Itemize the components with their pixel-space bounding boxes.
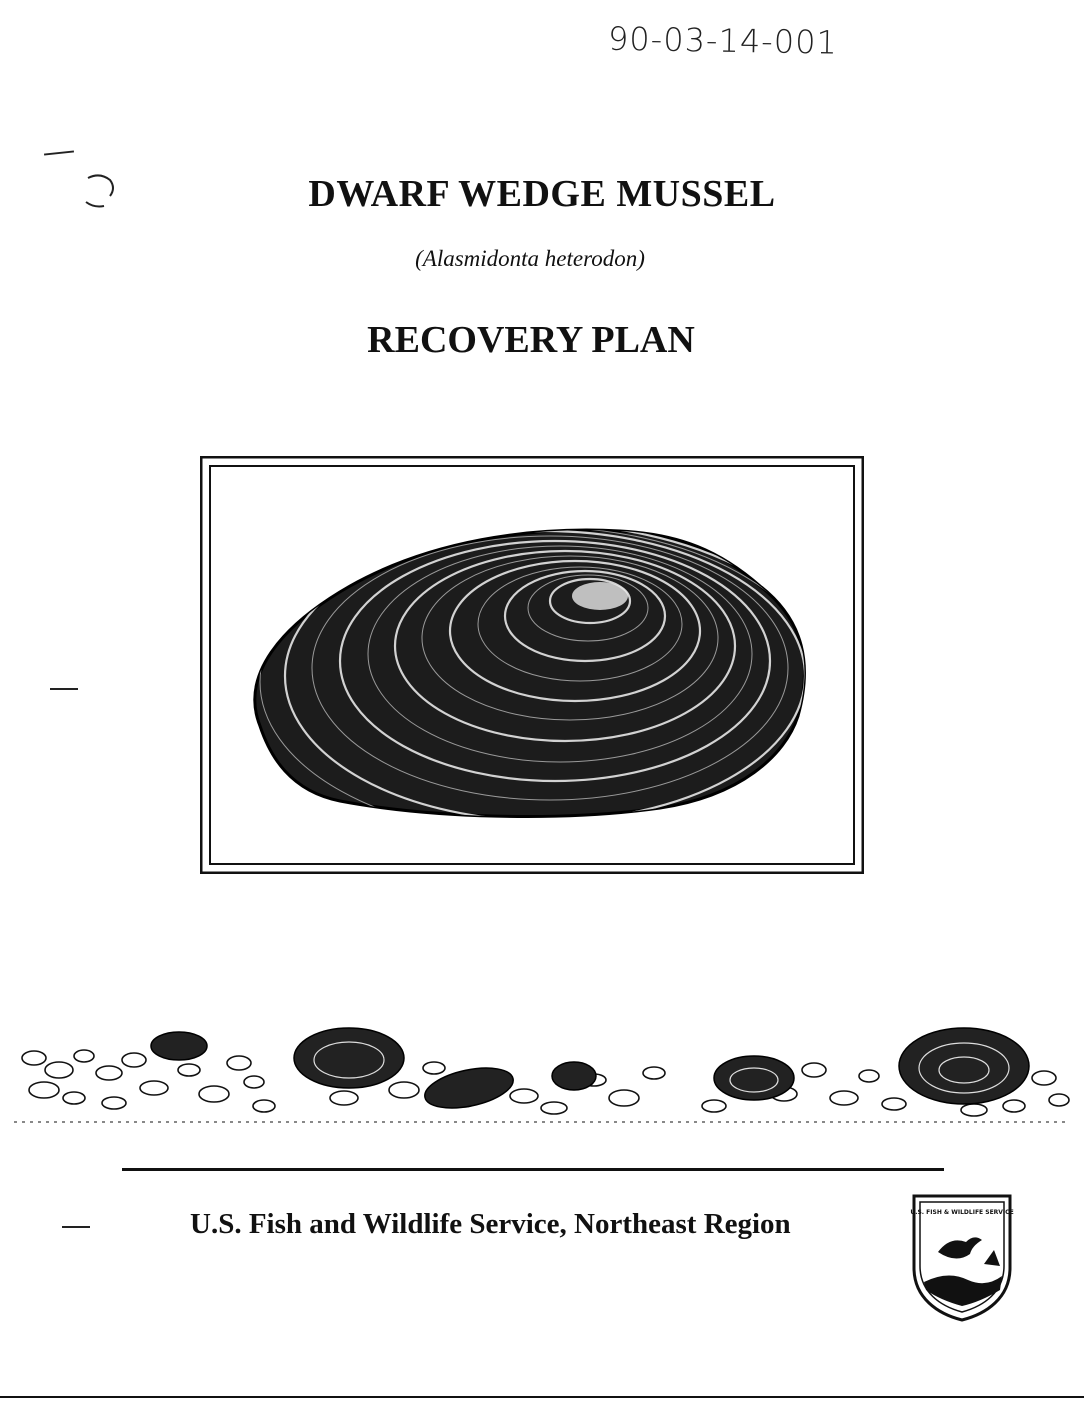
mussel-shell-illustration: [200, 456, 864, 874]
horizontal-rule: [122, 1168, 944, 1171]
document-number: 90-03-14-001: [607, 19, 839, 62]
scan-mark: [50, 688, 78, 690]
scan-mark: [44, 150, 74, 155]
page-title: DWARF WEDGE MUSSEL: [308, 173, 776, 215]
logo-text: U.S. FISH & WILDLIFE SERVICE: [910, 1209, 1014, 1216]
agency-name: U.S. Fish and Wildlife Service, Northeast Region: [190, 1208, 791, 1240]
pebble-streambed-illustration: [14, 1018, 1070, 1138]
page-subtitle: RECOVERY PLAN: [367, 319, 695, 361]
scan-mark: [62, 1226, 90, 1228]
scientific-name: (Alasmidonta heterodon): [415, 246, 645, 271]
usfws-shield-logo: [908, 1190, 1016, 1322]
page-bottom-edge: [0, 1396, 1084, 1398]
